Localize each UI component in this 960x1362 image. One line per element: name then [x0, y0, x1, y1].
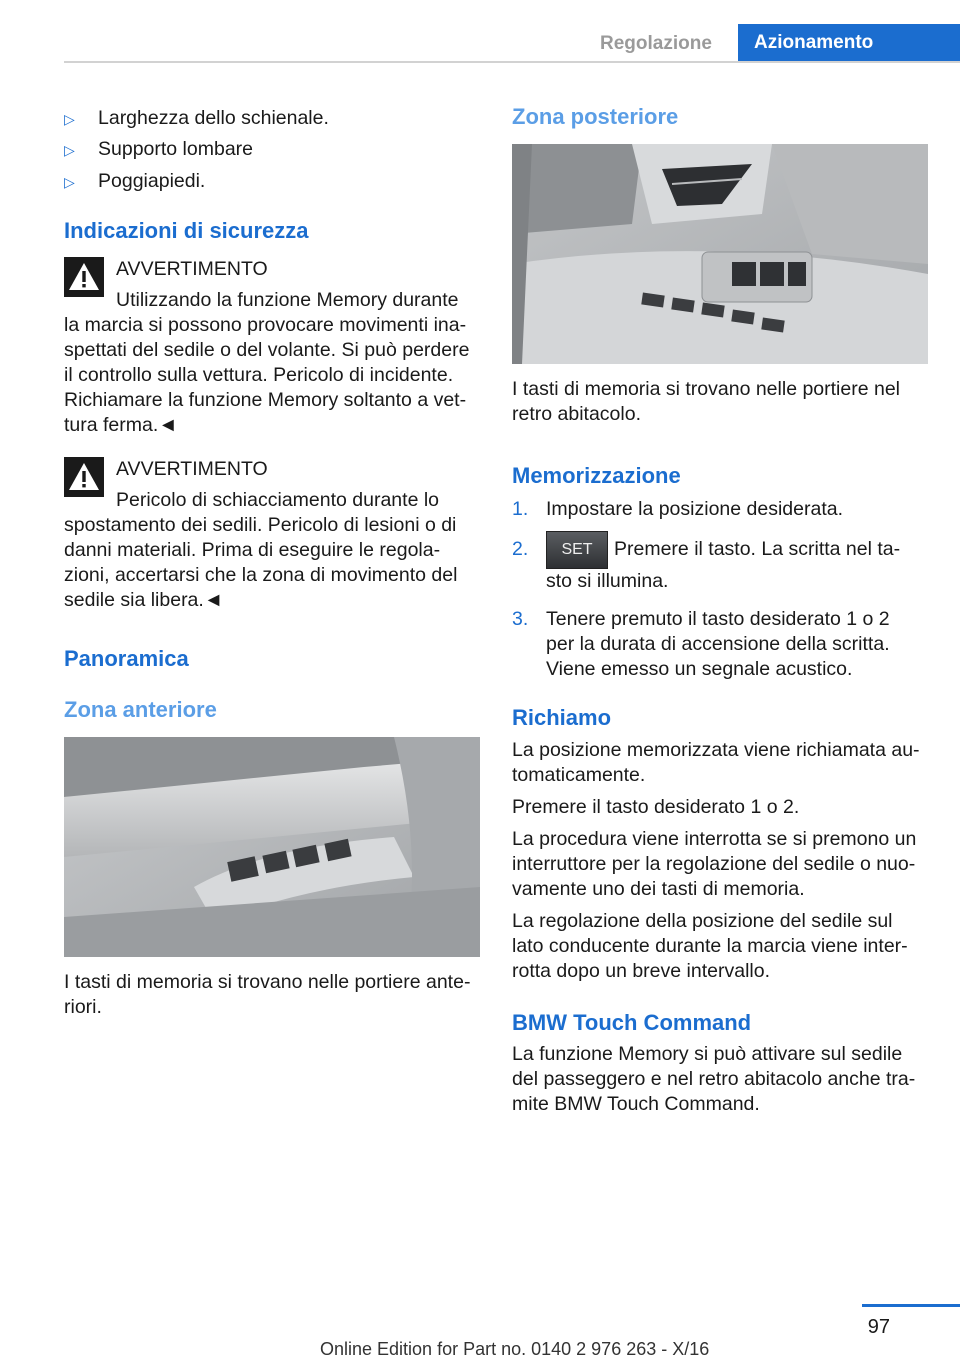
step-item: [512, 497, 843, 522]
triangle-bullet-icon: ▷: [64, 174, 75, 190]
set-button-icon: SET: [546, 531, 608, 569]
list-item-text: Larghezza dello schienale.: [98, 107, 329, 129]
rear-door-photo: [512, 144, 928, 364]
recall-paragraph: Premere il tasto desiderato 1 o 2.: [512, 796, 800, 818]
step-item: [512, 529, 932, 594]
header-rule: [64, 61, 960, 63]
list-item: [64, 137, 253, 162]
recall-paragraph: La regolazione della posizione del sedile sul lato conducente durante la marcia viene inter- rotta dopo un breve intervallo.: [512, 910, 908, 982]
triangle-bullet-icon: ▷: [64, 111, 75, 127]
warning-text-line1: Utilizzando la funzione Memory durante: [116, 289, 459, 311]
warning-label: AVVERTIMENTO: [116, 258, 268, 280]
header-tab-azionamento[interactable]: Azionamento: [738, 24, 960, 62]
warning-text-line1: Pericolo di schiacciamento durante lo: [116, 489, 440, 511]
touch-command-heading: BMW Touch Command: [512, 1010, 752, 1035]
safety-heading: Indicazioni di sicurezza: [64, 218, 309, 243]
step-number: 2.: [512, 538, 529, 560]
step-number: 3.: [512, 608, 529, 630]
triangle-bullet-icon: ▷: [64, 142, 75, 158]
step-number: 1.: [512, 498, 529, 520]
recall-paragraph: La posizione memorizzata viene richiamata au- tomaticamente.: [512, 739, 920, 786]
footer-rule: [862, 1304, 960, 1307]
rear-zone-heading: Zona posteriore: [512, 104, 679, 129]
recall-heading: Richiamo: [512, 705, 612, 730]
step-item: [512, 607, 890, 682]
step-text: Impostare la posizione desiderata.: [546, 498, 844, 520]
touch-command-paragraph: La funzione Memory si può attivare sul sedile del passeggero e nel retro abitacolo anche tra- mite BMW Touch Command.: [512, 1043, 916, 1115]
list-item-text: Poggiapiedi.: [98, 170, 206, 192]
recall-paragraph: La procedura viene interrotta se si premono un interruttore per la regolazione del sedile o nuo- vamente uno dei tasti di memoria.: [512, 828, 917, 900]
memorize-heading: Memorizzazione: [512, 463, 681, 488]
warning-triangle-icon: [64, 257, 104, 297]
step-text: Premere il tasto. La scritta nel ta-: [614, 538, 901, 560]
warning-label: AVVERTIMENTO: [116, 458, 268, 480]
overview-heading: Panoramica: [64, 646, 189, 671]
list-item-text: Supporto lombare: [98, 138, 254, 160]
warning-text: la marcia si possono provocare movimenti ina- spettati del sedile o del volante. Si può perdere il controllo sulla vettura. Pericolo di incidente. Richiamare la funzione Memory soltanto a vet- tura ferma.◄: [64, 314, 470, 436]
step-text: Tenere premuto il tasto desiderato 1 o 2 per la durata di accensione della scritta. Viene emesso un segnale acustico.: [546, 608, 890, 680]
warning-triangle-icon: [64, 457, 104, 497]
step-text: sto si illumina.: [546, 570, 669, 592]
rear-caption: I tasti di memoria si trovano nelle portiere nel retro abitacolo.: [512, 378, 901, 425]
edition-footer: Online Edition for Part no. 0140 2 976 263 - X/16: [320, 1339, 710, 1359]
front-zone-heading: Zona anteriore: [64, 697, 217, 722]
header-tab-regolazione[interactable]: Regolazione: [600, 33, 712, 54]
warning-text: spostamento dei sedili. Pericolo di lesioni o di danni materiali. Prima di eseguire le regola- zioni, accertarsi che la zona di movimento del sedile sia libera.◄: [64, 514, 458, 611]
page-number: 97: [867, 1316, 890, 1338]
list-item: [64, 106, 329, 131]
front-door-photo: [64, 737, 480, 957]
front-caption: I tasti di memoria si trovano nelle portiere ante- riori.: [64, 971, 471, 1018]
list-item: [64, 169, 205, 194]
